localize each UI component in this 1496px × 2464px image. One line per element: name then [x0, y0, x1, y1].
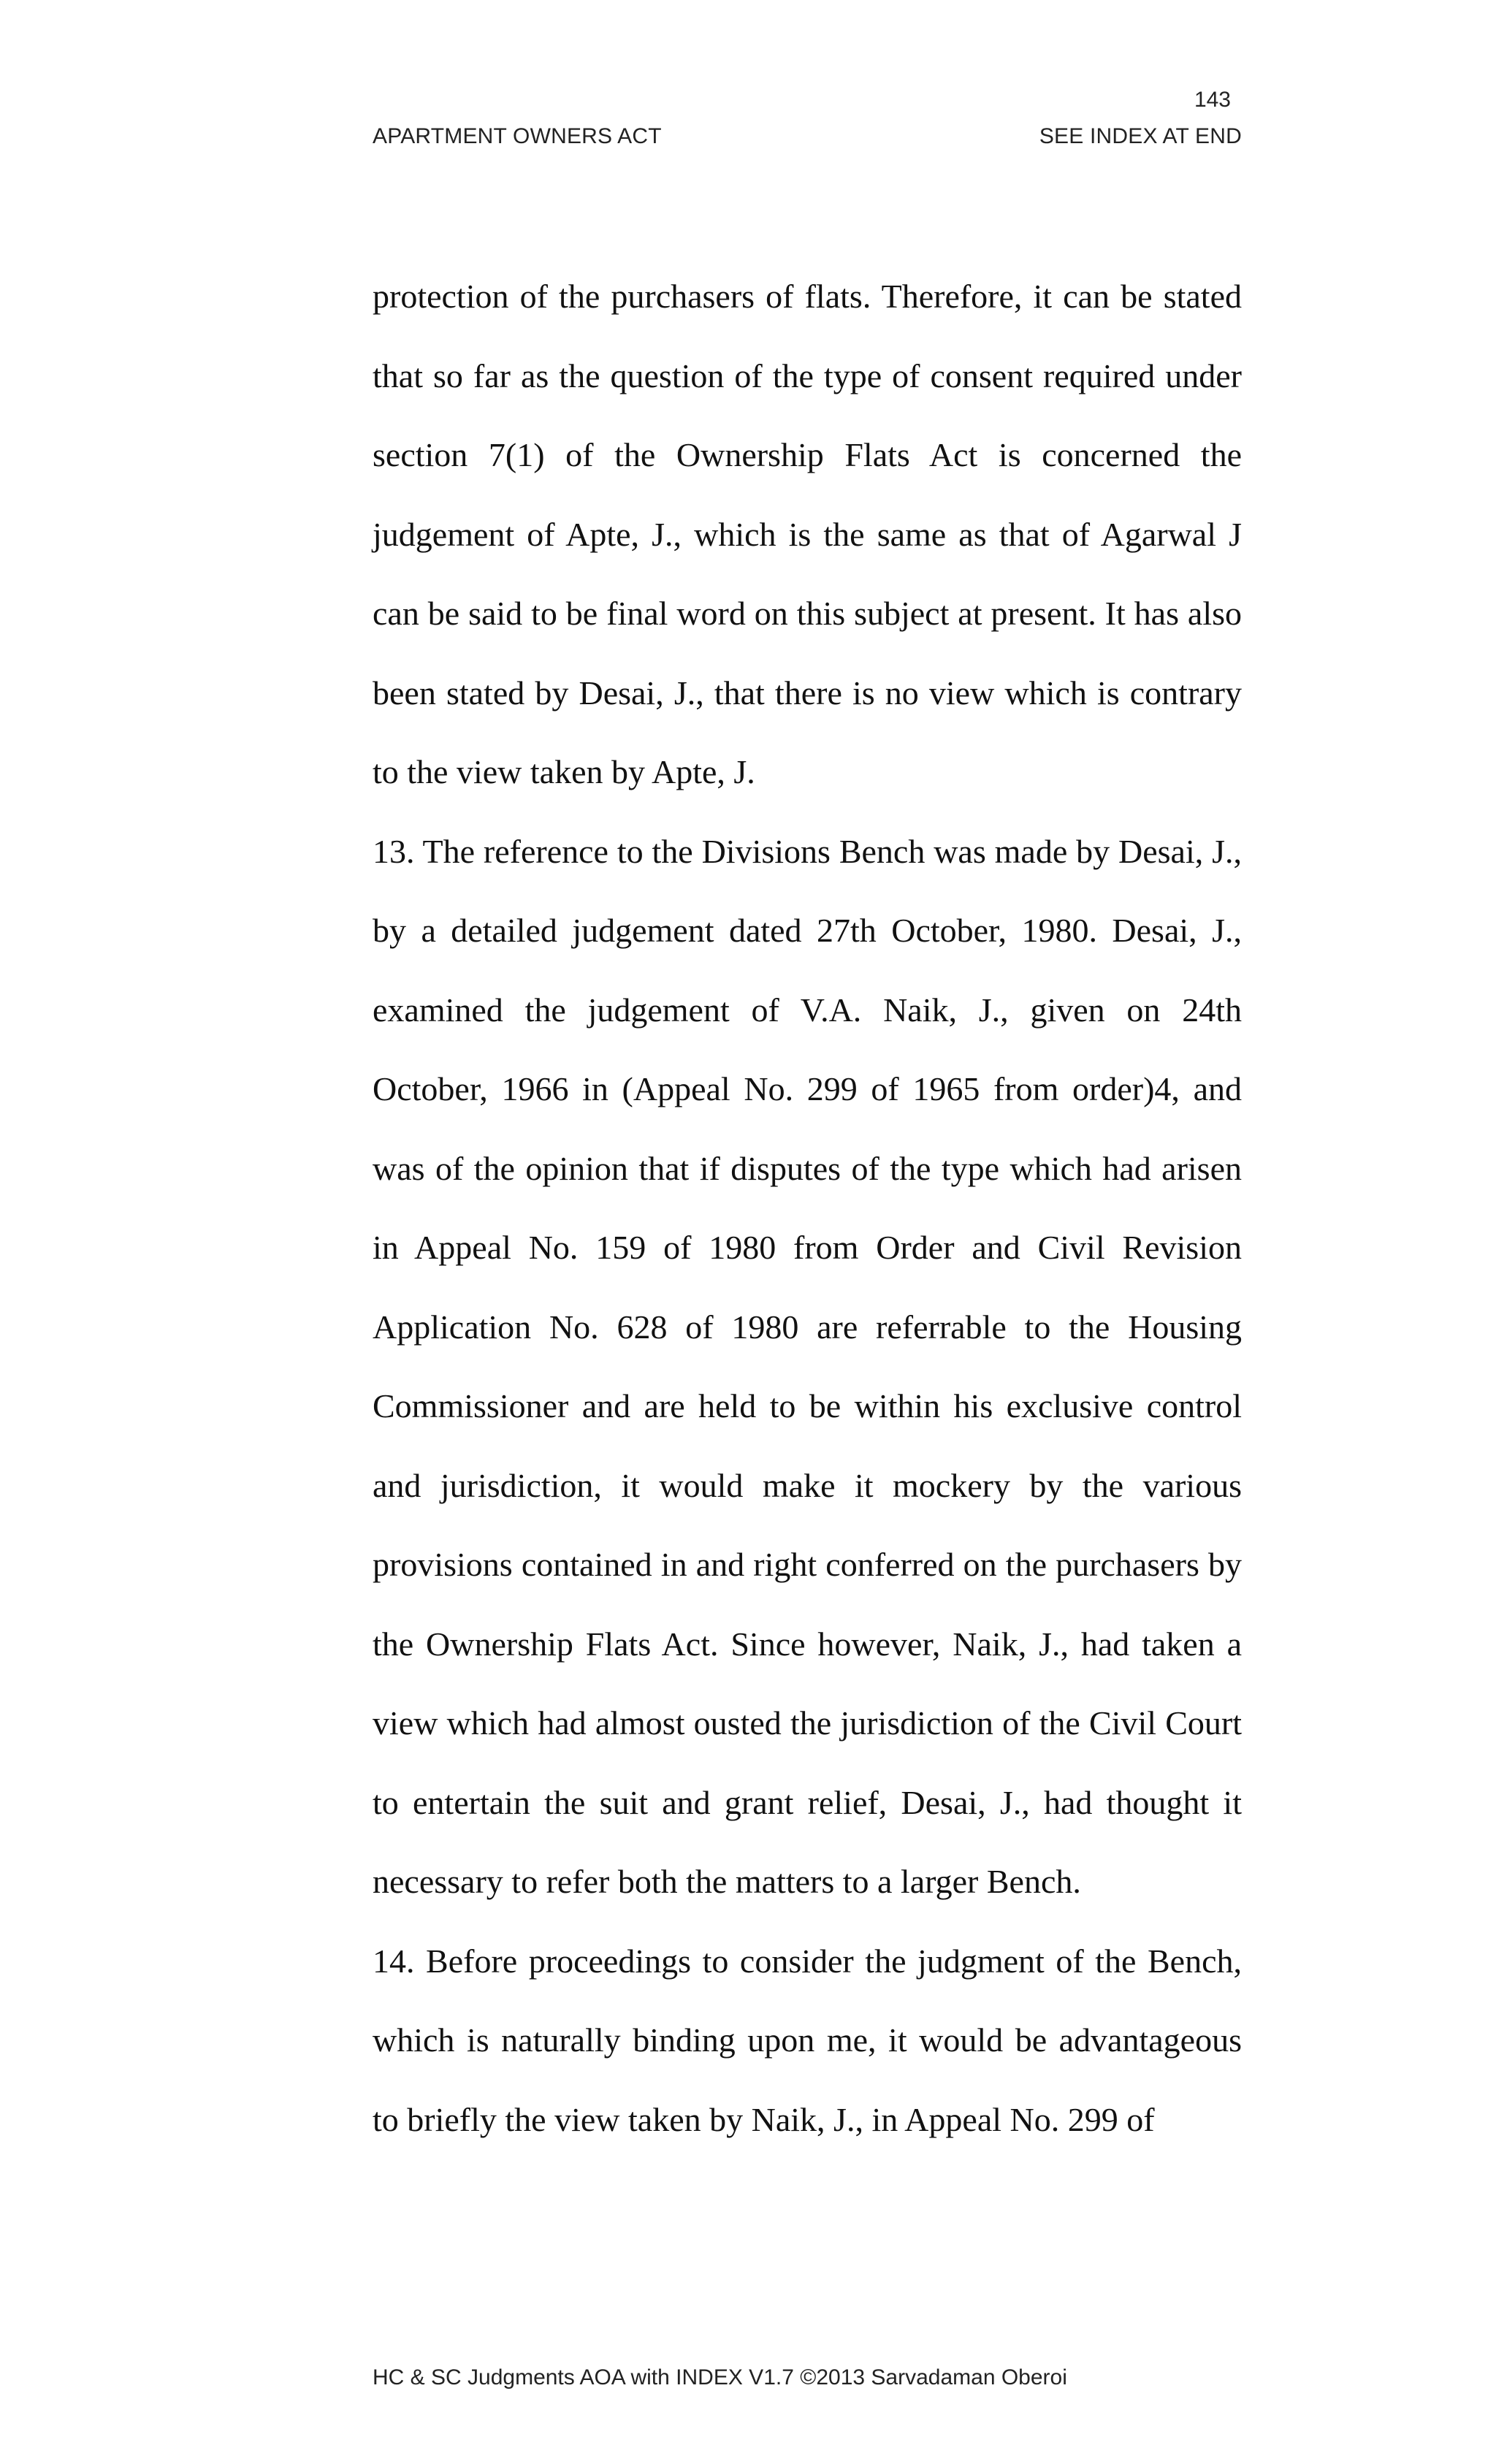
document-body: [373, 257, 1242, 2159]
footer-copyright: HC & SC Judgments AOA with INDEX V1.7 ©2013 Sarvadaman Oberoi: [373, 2365, 1067, 2389]
paragraph-14: 14. Before proceedings to consider the judgment of the Bench, which is naturally binding upon me, it would be advantageous to briefly the view taken by Naik, J., in Appeal No. 299 of: [373, 1942, 1242, 2138]
paragraph-13: 13. The reference to the Divisions Bench was made by Desai, J., by a detailed judgement dated 27th October, 1980. Desai, J., examined the judgement of V.A. Naik, J., given on 24th October, 1966 in (Appeal No. 299 of 1965 from order)4, and was of the opinion that if disputes of the type which had arisen in Appeal No. 159 of 1980 from Order and Civil Revision Application No. 628 of 1980 are referrable to the Housing Commissioner and are held to be within his exclusive control and jurisdiction, it would make it mockery by the various provisions contained in and right conferred on the purchasers by the Ownership Flats Act. Since however, Naik, J., had taken a view which had almost ousted the jurisdiction of the Civil Court to entertain the suit and grant relief, Desai, J., had thought it necessary to refer both the matters to a larger Bench.: [373, 832, 1242, 1900]
running-header: [373, 124, 1242, 149]
page-number: 143: [1194, 88, 1231, 112]
header-right-title: SEE INDEX AT END: [1039, 124, 1242, 148]
header-left-title: APARTMENT OWNERS ACT: [373, 124, 662, 148]
paragraph-continued: protection of the purchasers of flats. Therefore, it can be stated that so far as the question of the type of consent required under section 7(1) of the Ownership Flats Act is concerned the judgement of Apte, J., which is the same as that of Agarwal J can be said to be final word on this subject at present. It has also been stated by Desai, J., that there is no view which is contrary to the view taken by Apte, J.: [373, 278, 1242, 790]
